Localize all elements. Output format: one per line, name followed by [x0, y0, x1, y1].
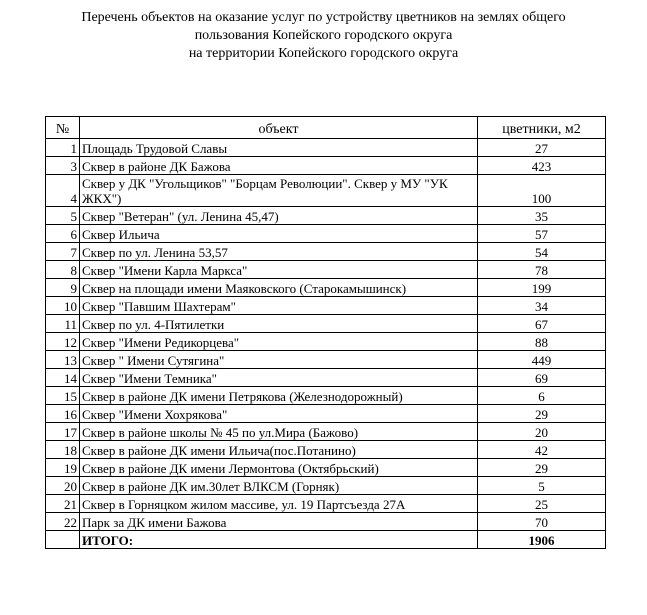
row-number: 14: [46, 369, 80, 387]
row-area: 25: [478, 495, 606, 513]
table-row: [46, 441, 606, 459]
header-number: №: [46, 117, 80, 139]
row-object-name: Сквер "Имени Хохрякова": [80, 405, 478, 423]
row-area: 35: [478, 207, 606, 225]
title-line-3: на территории Копейского городского округа: [188, 46, 459, 61]
row-object-name: Сквер в районе ДК имени Ильича(пос.Потанино): [80, 441, 478, 459]
row-object-name: Сквер по ул. Ленина 53,57: [80, 243, 478, 261]
table-row: [46, 261, 606, 279]
row-object-name: Сквер в районе ДК имени Лермонтова (Октябрьский): [80, 459, 478, 477]
table-row: [46, 243, 606, 261]
row-number: 16: [46, 405, 80, 423]
row-number: 9: [46, 279, 80, 297]
row-number: 7: [46, 243, 80, 261]
row-object-name: Сквер в Горняцком жилом массиве, ул. 19 Партсъезда 27А: [80, 495, 478, 513]
row-area: 199: [478, 279, 606, 297]
row-number: 4: [46, 175, 80, 207]
row-object-name: Сквер в районе ДК Бажова: [80, 157, 478, 175]
total-label: ИТОГО:: [80, 531, 478, 549]
total-row: [46, 531, 606, 549]
row-area: 423: [478, 157, 606, 175]
table-row: [46, 297, 606, 315]
header-object: объект: [80, 117, 478, 139]
row-number: 11: [46, 315, 80, 333]
table-row: [46, 513, 606, 531]
table-row: [46, 459, 606, 477]
row-number: 17: [46, 423, 80, 441]
table-row: [46, 279, 606, 297]
row-number: 19: [46, 459, 80, 477]
table-row: [46, 315, 606, 333]
table-row: [46, 207, 606, 225]
title-line-1: Перечень объектов на оказание услуг по устройству цветников на землях общего: [81, 10, 566, 25]
total-number: [46, 531, 80, 549]
row-area: 449: [478, 351, 606, 369]
row-object-name: Сквер " Имени Сутягина": [80, 351, 478, 369]
row-area: 70: [478, 513, 606, 531]
table-row: [46, 139, 606, 157]
table-row: [46, 333, 606, 351]
table-row: [46, 495, 606, 513]
table-row: [46, 225, 606, 243]
table-row: [46, 157, 606, 175]
row-object-name: Парк за ДК имени Бажова: [80, 513, 478, 531]
row-object-name: Сквер "Имени Редикорцева": [80, 333, 478, 351]
row-object-name: Сквер Ильича: [80, 225, 478, 243]
row-area: 67: [478, 315, 606, 333]
table-row: [46, 387, 606, 405]
row-number: 15: [46, 387, 80, 405]
header-flowerbeds: цветники, м2: [478, 117, 606, 139]
table-row: [46, 175, 606, 207]
row-number: 12: [46, 333, 80, 351]
table-row: [46, 477, 606, 495]
row-number: 22: [46, 513, 80, 531]
row-area: 27: [478, 139, 606, 157]
row-area: 69: [478, 369, 606, 387]
row-area: 6: [478, 387, 606, 405]
row-number: 8: [46, 261, 80, 279]
row-area: 54: [478, 243, 606, 261]
objects-table: [45, 116, 606, 549]
row-area: 42: [478, 441, 606, 459]
row-object-name: Сквер у ДК "Угольщиков" "Борцам Революции". Сквер у МУ "УК ЖКХ"): [80, 175, 478, 207]
row-area: 100: [478, 175, 606, 207]
table-row: [46, 405, 606, 423]
table-row: [46, 423, 606, 441]
row-area: 29: [478, 405, 606, 423]
document-title: [0, 9, 647, 63]
table-row: [46, 351, 606, 369]
row-number: 13: [46, 351, 80, 369]
row-object-name: Площадь Трудовой Славы: [80, 139, 478, 157]
row-number: 3: [46, 157, 80, 175]
row-area: 20: [478, 423, 606, 441]
row-object-name: Сквер по ул. 4-Пятилетки: [80, 315, 478, 333]
row-object-name: Сквер в районе школы № 45 по ул.Мира (Бажово): [80, 423, 478, 441]
row-number: 20: [46, 477, 80, 495]
row-object-name: Сквер на площади имени Маяковского (Старокамышинск): [80, 279, 478, 297]
row-object-name: Сквер "Павшим Шахтерам": [80, 297, 478, 315]
row-area: 78: [478, 261, 606, 279]
row-object-name: Сквер "Имени Карла Маркса": [80, 261, 478, 279]
row-number: 10: [46, 297, 80, 315]
row-area: 29: [478, 459, 606, 477]
total-area: 1906: [478, 531, 606, 549]
row-area: 34: [478, 297, 606, 315]
row-area: 5: [478, 477, 606, 495]
row-number: 6: [46, 225, 80, 243]
row-object-name: Сквер "Ветеран" (ул. Ленина 45,47): [80, 207, 478, 225]
row-area: 57: [478, 225, 606, 243]
row-object-name: Сквер "Имени Темника": [80, 369, 478, 387]
row-area: 88: [478, 333, 606, 351]
row-number: 5: [46, 207, 80, 225]
title-line-2: пользования Копейского городского округа: [194, 28, 453, 43]
row-object-name: Сквер в районе ДК имени Петрякова (Железнодорожный): [80, 387, 478, 405]
row-number: 1: [46, 139, 80, 157]
row-number: 21: [46, 495, 80, 513]
row-number: 18: [46, 441, 80, 459]
row-object-name: Сквер в районе ДК им.30лет ВЛКСМ (Горняк): [80, 477, 478, 495]
table-row: [46, 369, 606, 387]
table-header-row: [46, 117, 606, 139]
